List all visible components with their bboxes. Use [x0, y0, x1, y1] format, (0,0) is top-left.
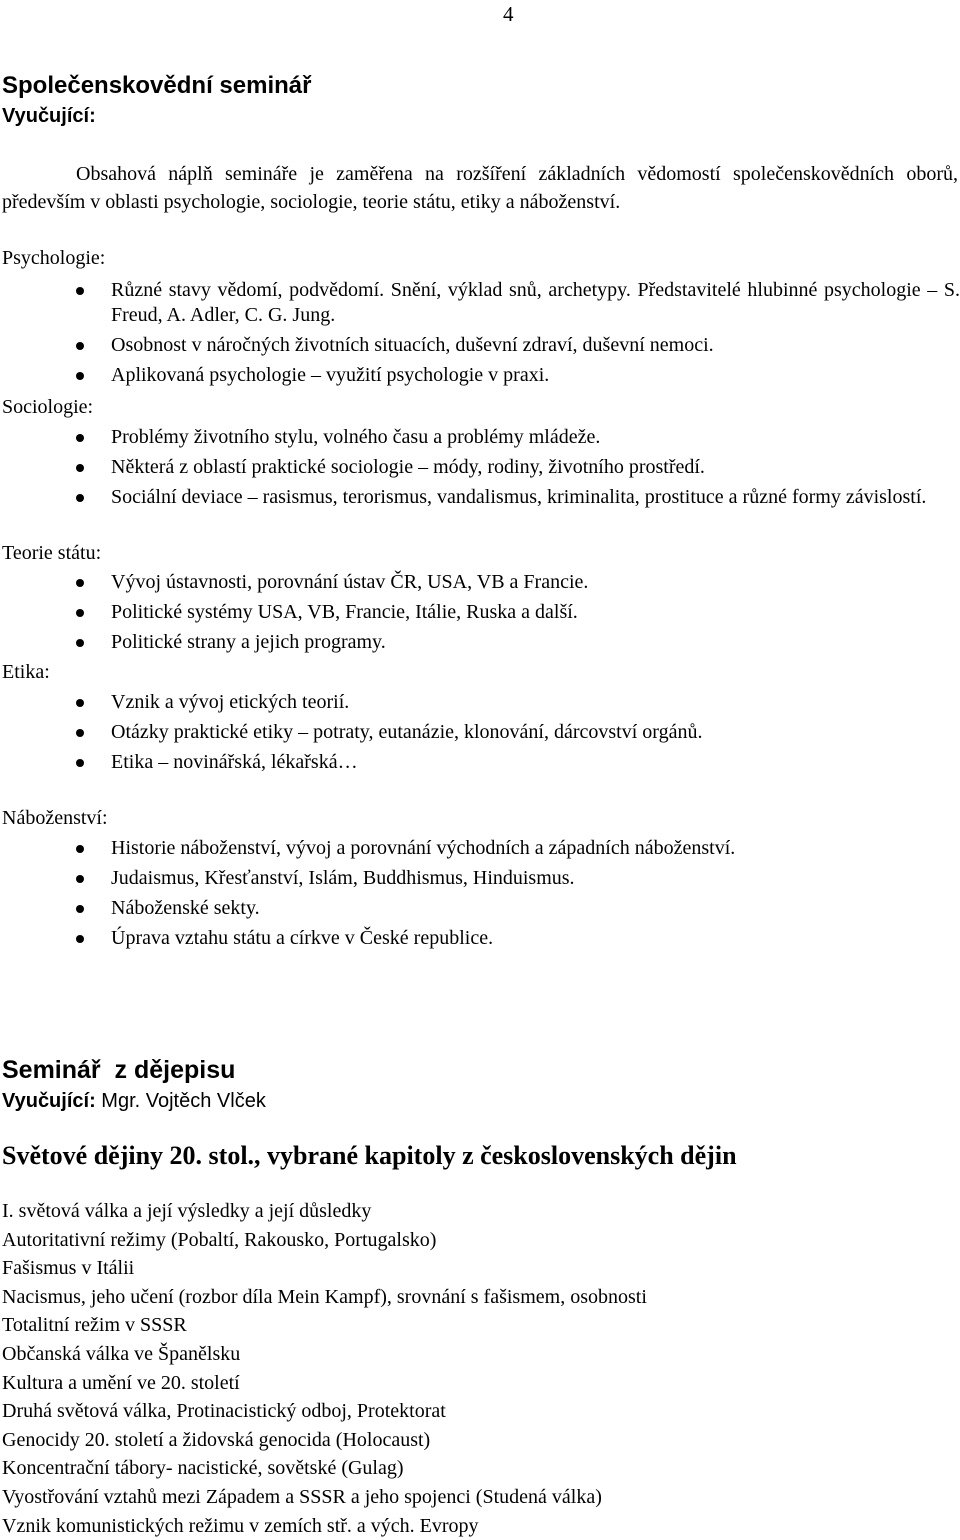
list-item: Různé stavy vědomí, podvědomí. Snění, výklad snů, archetypy. Představitelé hlubinné psychologie – S. Freud, A. Adler, C. G. Jung. [0, 278, 960, 328]
list-state-theory [0, 570, 960, 660]
list-item: Náboženské sekty. [0, 896, 960, 921]
list-item: Aplikovaná psychologie – využití psychologie v praxi. [0, 363, 960, 388]
page-number: 4 [503, 2, 514, 26]
list-item: Totalitní režim v SSSR [2, 1314, 187, 1337]
list-item: Úprava vztahu státu a církve v České republice. [0, 926, 960, 951]
list-item: Politické strany a jejich programy. [0, 630, 960, 655]
category-label-state-theory: Teorie státu: [2, 542, 102, 564]
category-label-sociology: Sociologie: [2, 396, 94, 418]
history-topics-list [2, 1197, 647, 1540]
list-religion [0, 836, 960, 956]
list-item: Fašismus v Itálii [2, 1257, 135, 1280]
category-label-religion: Náboženství: [2, 807, 108, 829]
teacher-line-history [2, 1090, 266, 1113]
list-item: Občanská válka ve Španělsku [2, 1342, 241, 1365]
list-item: Judaismus, Křesťanství, Islám, Buddhismus, Hinduismus. [0, 866, 960, 891]
list-sociology [0, 425, 960, 515]
teacher-label: Vyučující: [2, 1090, 96, 1112]
list-item: Etika – novinářská, lékařská… [0, 750, 960, 775]
list-item: Autoritativní režimy (Pobaltí, Rakousko, Portugalsko) [2, 1228, 437, 1251]
history-subtitle: Světové dějiny 20. stol., vybrané kapitoly z československých dějin [2, 1141, 737, 1170]
list-item: Nacismus, jeho učení (rozbor díla Mein Kampf), srovnání s fašismem, osobnosti [2, 1285, 647, 1308]
list-item: Vývoj ústavnosti, porovnání ústav ČR, USA, VB a Francie. [0, 570, 960, 595]
teacher-line-social-sciences [2, 105, 96, 128]
list-item: Vyostřování vztahů mezi Západem a SSSR a jeho spojenci (Studená válka) [2, 1485, 602, 1508]
category-label-ethics: Etika: [2, 661, 50, 683]
list-item: Otázky praktické etiky – potraty, eutanázie, klonování, dárcovství orgánů. [0, 720, 960, 745]
section-title-social-sciences: Společenskovědní seminář [2, 72, 312, 99]
teacher-label: Vyučující: [2, 105, 96, 127]
list-ethics [0, 690, 960, 780]
list-item: Problémy životního stylu, volného času a problémy mládeže. [0, 425, 960, 450]
list-item: Vznik komunistických režimu v zemích stř. a vých. Evropy [2, 1514, 479, 1537]
category-label-psychology: Psychologie: [2, 247, 106, 269]
list-item: Druhá světová válka, Protinacistický odboj, Protektorat [2, 1400, 446, 1423]
list-item: I. světová válka a její výsledky a její důsledky [2, 1200, 372, 1222]
list-item: Genocidy 20. století a židovská genocida (Holocaust) [2, 1428, 431, 1451]
list-item: Politické systémy USA, VB, Francie, Itálie, Ruska a další. [0, 600, 960, 625]
intro-paragraph: Obsahová náplň semináře je zaměřena na rozšíření základních vědomostí společenskovědních oborů, především v oblasti psychologie, sociologie, teorie státu, etiky a náboženství. [2, 163, 958, 213]
section-title-history: Seminář z dějepisu [2, 1056, 236, 1084]
list-item: Osobnost v náročných životních situacích, duševní zdraví, duševní nemoci. [0, 333, 960, 358]
list-item: Sociální deviace – rasismus, terorismus, vandalismus, kriminalita, prostituce a různé formy závislostí. [0, 485, 960, 510]
list-item: Kultura a umění ve 20. století [2, 1371, 240, 1394]
list-item: Koncentrační tábory- nacistické, sovětské (Gulag) [2, 1457, 404, 1480]
list-item: Některá z oblastí praktické sociologie – módy, rodiny, životního prostředí. [0, 455, 960, 480]
teacher-name: Mgr. Vojtěch Vlček [95, 1090, 266, 1112]
list-psychology [0, 278, 960, 393]
list-item: Vznik a vývoj etických teorií. [0, 690, 960, 715]
list-item: Historie náboženství, vývoj a porovnání východních a západních náboženství. [0, 836, 960, 861]
